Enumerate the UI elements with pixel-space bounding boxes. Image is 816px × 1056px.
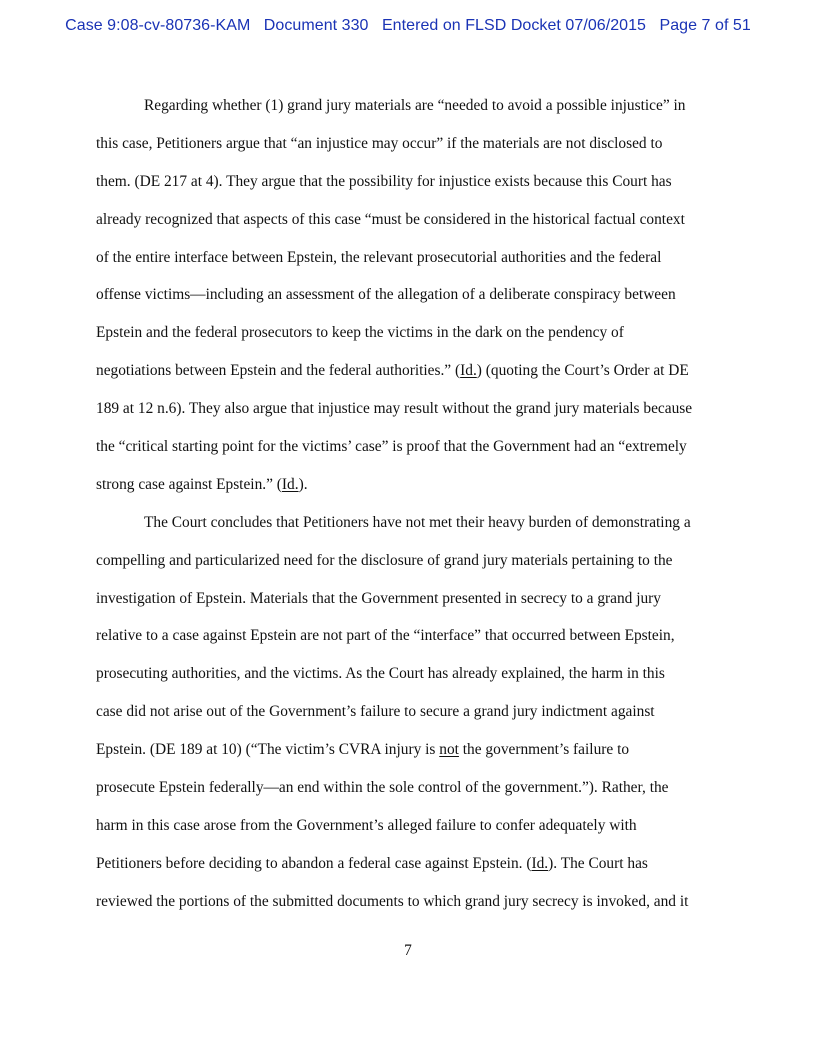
text-run: 189 at 12 n.6). They also argue that injustice may result without the grand jury materials because bbox=[96, 400, 693, 418]
text-run: strong case against Epstein.” ( bbox=[96, 475, 282, 493]
text-run: Petitioners before deciding to abandon a federal case against Epstein. ( bbox=[96, 854, 532, 872]
text-line bbox=[96, 589, 722, 627]
text-run: the “critical starting point for the victims’ case” is proof that the Government had an “extremely bbox=[96, 438, 687, 456]
text-line bbox=[96, 551, 722, 589]
text-line bbox=[96, 740, 722, 778]
text-line bbox=[96, 778, 722, 816]
text-run: this case, Petitioners argue that “an injustice may occur” if the materials are not disclosed to bbox=[96, 134, 663, 152]
text-run: ). The Court has bbox=[548, 854, 648, 872]
citation-id: Id. bbox=[531, 854, 549, 872]
text-line bbox=[96, 437, 722, 475]
text-line bbox=[96, 892, 722, 930]
text-line bbox=[96, 323, 722, 361]
text-line bbox=[96, 134, 722, 172]
text-run: relative to a case against Epstein are not part of the “interface” that occurred between Epstein, bbox=[96, 627, 675, 645]
text-run: offense victims—including an assessment of the allegation of a deliberate conspiracy between bbox=[96, 286, 676, 304]
text-line bbox=[96, 399, 722, 437]
text-line bbox=[96, 854, 722, 892]
text-line bbox=[96, 702, 722, 740]
body-text bbox=[96, 96, 722, 930]
text-run: case did not arise out of the Government’s failure to secure a grand jury indictment against bbox=[96, 703, 655, 721]
page-number: 7 bbox=[404, 942, 412, 959]
docket-header-stamp: Case 9:08-cv-80736-KAM Document 330 Entered on FLSD Docket 07/06/2015 Page 7 of 51 bbox=[65, 17, 751, 34]
text-line bbox=[96, 513, 722, 551]
text-run: harm in this case arose from the Government’s alleged failure to confer adequately with bbox=[96, 816, 637, 834]
text-line bbox=[96, 664, 722, 702]
text-line bbox=[96, 361, 722, 399]
text-run: Epstein. (DE 189 at 10) (“The victim’s CVRA injury is bbox=[96, 741, 440, 759]
text-run: ) (quoting the Court’s Order at DE bbox=[476, 362, 689, 380]
text-run: compelling and particularized need for the disclosure of grand jury materials pertaining to the bbox=[96, 551, 673, 569]
citation-id: Id. bbox=[460, 362, 477, 380]
text-run: them. (DE 217 at 4). They argue that the possibility for injustice exists because this Court has bbox=[96, 172, 672, 190]
text-run: reviewed the portions of the submitted documents to which grand jury secrecy is invoked, and it bbox=[96, 892, 689, 910]
text-run: the government’s failure to bbox=[458, 741, 630, 759]
text-run: negotiations between Epstein and the federal authorities.” ( bbox=[96, 362, 461, 380]
text-run: Epstein and the federal prosecutors to keep the victims in the dark on the pendency of bbox=[96, 324, 624, 342]
text-line bbox=[96, 96, 722, 134]
text-run: of the entire interface between Epstein, the relevant prosecutorial authorities and the federal bbox=[96, 248, 662, 266]
text-line bbox=[96, 210, 722, 248]
text-run: prosecuting authorities, and the victims. As the Court has already explained, the harm in this bbox=[96, 665, 665, 683]
text-line bbox=[96, 626, 722, 664]
text-line bbox=[96, 816, 722, 854]
text-run: The Court concludes that Petitioners have not met their heavy burden of demonstrating a bbox=[144, 513, 691, 531]
citation-id: Id. bbox=[281, 475, 299, 493]
text-line bbox=[96, 248, 722, 286]
text-run: Regarding whether (1) grand jury materials are “needed to avoid a possible injustice” in bbox=[144, 97, 686, 114]
text-run: ). bbox=[298, 475, 308, 493]
text-run: prosecute Epstein federally—an end within the sole control of the government.”). Rather, the bbox=[96, 779, 669, 797]
text-line bbox=[96, 475, 722, 513]
emphasis-not: not bbox=[439, 741, 459, 759]
text-line bbox=[96, 172, 722, 210]
text-line bbox=[96, 285, 722, 323]
text-run: investigation of Epstein. Materials that the Government presented in secrecy to a grand jury bbox=[96, 589, 662, 607]
text-run: already recognized that aspects of this case “must be considered in the historical factual context bbox=[96, 210, 685, 228]
